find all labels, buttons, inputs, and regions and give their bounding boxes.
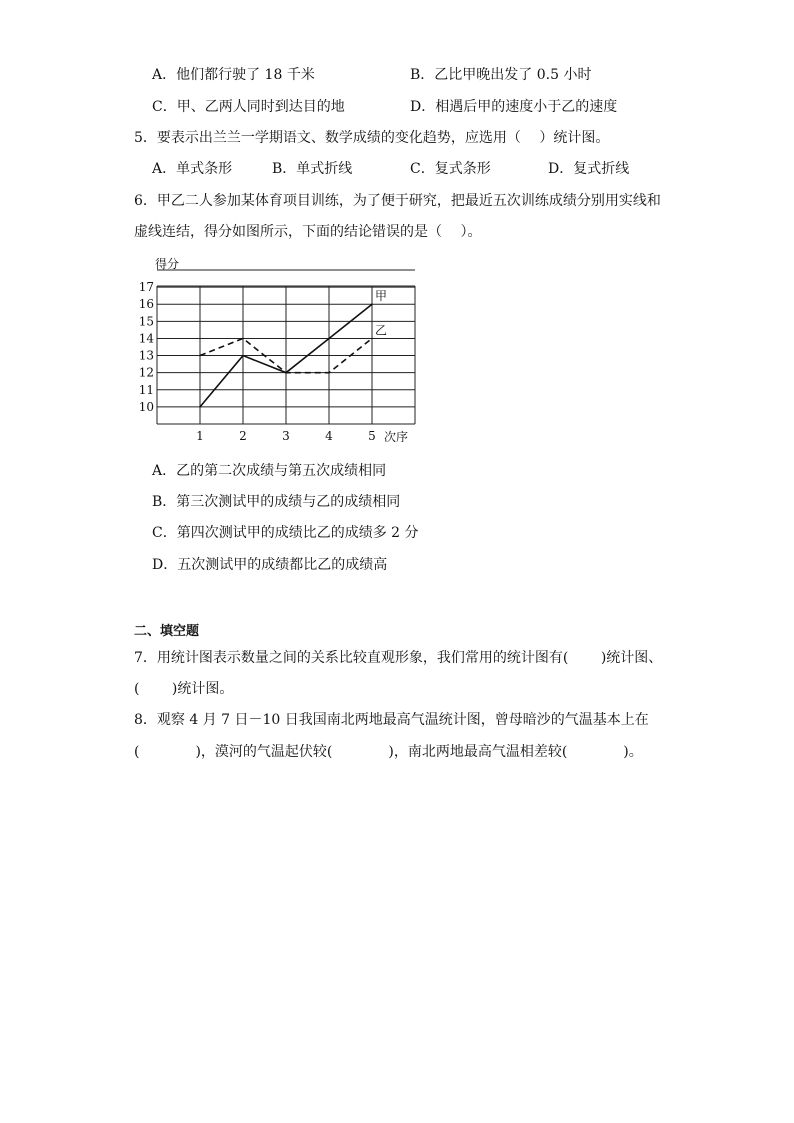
y-tick-label: 10 bbox=[138, 399, 154, 414]
series-point bbox=[199, 406, 201, 408]
q8-line2: ( )，漠河的气温起伏较( )，南北两地最高气温相差较( )。 bbox=[134, 744, 643, 760]
series-point bbox=[199, 355, 201, 357]
series-label: 乙 bbox=[375, 323, 388, 338]
q6-stem-line1: 6．甲乙二人参加某体育项目训练，为了便于研究，把最近五次训练成绩分别用实线和 bbox=[134, 193, 661, 209]
series-point bbox=[242, 355, 244, 357]
chart-labels bbox=[139, 256, 408, 442]
q4-option-d: D．相遇后甲的速度小于乙的速度 bbox=[410, 99, 618, 115]
score-line-chart bbox=[135, 252, 435, 442]
series-point bbox=[371, 338, 373, 340]
q4-option-c: C．甲、乙两人同时到达目的地 bbox=[152, 99, 345, 115]
series-point bbox=[242, 338, 244, 340]
y-tick-label: 13 bbox=[138, 348, 154, 363]
q7-line2: ( )统计图。 bbox=[134, 681, 234, 697]
q6-option-c: C．第四次测试甲的成绩比乙的成绩多 2 分 bbox=[152, 525, 419, 541]
q5-option-b: B．单式折线 bbox=[272, 161, 353, 177]
y-tick-label: 16 bbox=[138, 297, 154, 312]
x-axis-label: 次序 bbox=[384, 430, 409, 442]
y-tick-label: 12 bbox=[138, 365, 154, 380]
q8-line1: 8．观察 4 月 7 日－10 日我国南北两地最高气温统计图，曾母暗沙的气温基本上在 bbox=[134, 712, 649, 728]
series-label: 甲 bbox=[375, 289, 388, 304]
q7-line1: 7．用统计图表示数量之间的关系比较直观形象，我们常用的统计图有( )统计图、 bbox=[134, 650, 663, 666]
series-point bbox=[285, 372, 287, 374]
section-title: 二、填空题 bbox=[134, 624, 200, 639]
q5-option-d: D．复式折线 bbox=[548, 161, 630, 177]
q5-option-c: C．复式条形 bbox=[410, 161, 491, 177]
x-tick-label: 4 bbox=[325, 429, 333, 442]
x-tick-label: 3 bbox=[282, 429, 290, 442]
q6-option-a: A．乙的第二次成绩与第五次成绩相同 bbox=[152, 463, 387, 479]
q4-option-b: B．乙比甲晚出发了 0.5 小时 bbox=[410, 67, 592, 83]
x-tick-label: 2 bbox=[239, 429, 247, 442]
q6-stem-line2: 虚线连结，得分如图所示，下面的结论错误的是（ ）。 bbox=[134, 224, 482, 240]
q5-stem: 5．要表示出兰兰一学期语文、数学成绩的变化趋势，应选用（ ）统计图。 bbox=[134, 130, 610, 146]
q5-option-a: A．单式条形 bbox=[152, 161, 233, 177]
x-tick-label: 1 bbox=[196, 429, 204, 442]
series-point bbox=[371, 303, 373, 305]
y-tick-label: 15 bbox=[138, 314, 154, 329]
y-tick-label: 11 bbox=[138, 382, 154, 397]
y-tick-label: 17 bbox=[138, 280, 154, 295]
series-point bbox=[328, 372, 330, 374]
q6-option-d: D．五次测试甲的成绩都比乙的成绩高 bbox=[152, 557, 388, 573]
series-point bbox=[328, 338, 330, 340]
y-axis-label: 得分 bbox=[155, 257, 180, 271]
q4-option-a: A．他们都行驶了 18 千米 bbox=[152, 67, 315, 83]
y-tick-label: 14 bbox=[138, 331, 154, 346]
q6-option-b: B．第三次测试甲的成绩与乙的成绩相同 bbox=[152, 494, 401, 510]
x-tick-label: 5 bbox=[368, 429, 376, 442]
